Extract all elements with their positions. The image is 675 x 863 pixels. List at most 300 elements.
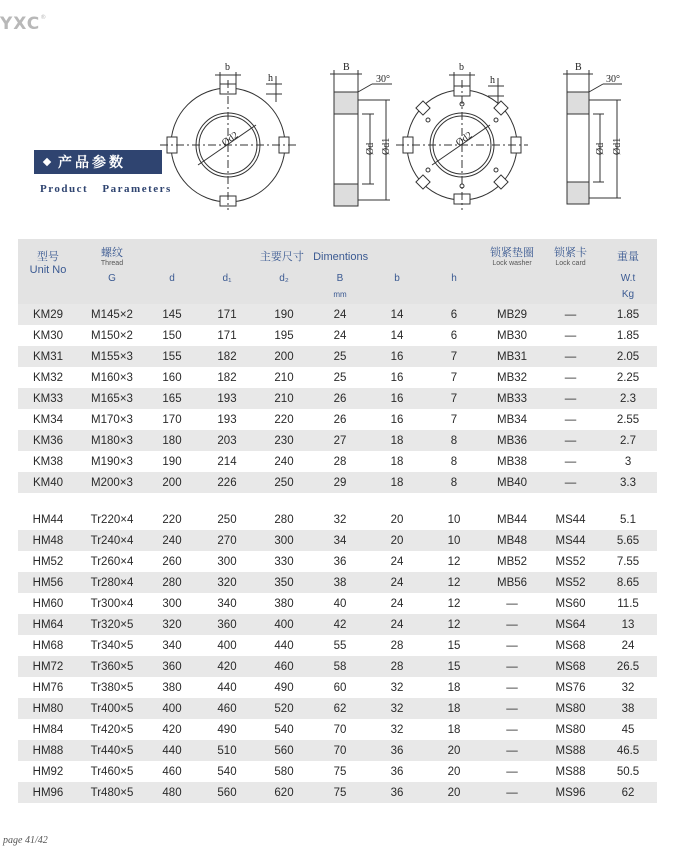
table-cell: MB34: [496, 413, 528, 426]
table-cell: —: [506, 681, 518, 694]
table-cell: —: [506, 597, 518, 610]
table-cell: 10: [447, 513, 461, 526]
table-cell: 460: [162, 765, 182, 778]
table-cell: HM64: [18, 614, 78, 635]
table-cell: 400: [256, 614, 312, 635]
table-cell: HM72: [18, 656, 78, 677]
table-cell: MS68: [555, 639, 586, 652]
table-row: [18, 635, 657, 656]
parameters-table: [18, 239, 657, 803]
table-cell: 32: [390, 723, 404, 736]
table-cell: 36: [368, 782, 426, 803]
table-cell: 12: [447, 597, 461, 610]
table-cell: Tr420×5: [90, 723, 134, 736]
table-cell: KM40: [18, 472, 78, 493]
table-cell: 40: [333, 597, 347, 610]
table-cell: HM96: [18, 782, 78, 803]
table-body: [18, 304, 657, 803]
table-cell: M155×3: [78, 346, 146, 367]
table-cell: HM92: [32, 765, 64, 778]
table-cell: 220: [162, 513, 182, 526]
table-cell: 36: [390, 765, 404, 778]
table-cell: MS88: [555, 765, 586, 778]
table-cell: 75: [333, 765, 347, 778]
table-cell: 490: [217, 723, 237, 736]
table-cell: 16: [390, 413, 404, 426]
table-cell: MB32: [496, 371, 528, 384]
table-cell: HM80: [18, 698, 78, 719]
table-cell: 210: [256, 388, 312, 409]
table-cell: 420: [162, 723, 182, 736]
table-cell: 13: [599, 614, 657, 635]
table-cell: 260: [162, 555, 182, 568]
label-d1-2: Ød1: [612, 137, 623, 155]
table-cell: —: [542, 346, 599, 367]
table-row: [18, 551, 657, 572]
table-cell: 20: [426, 740, 482, 761]
table-row: [18, 614, 657, 635]
table-cell: 226: [198, 472, 256, 493]
table-cell: M180×3: [78, 430, 146, 451]
header-thread: 螺纹 Thread: [78, 239, 146, 272]
table-cell: 24: [621, 639, 635, 652]
table-cell: 16: [368, 346, 426, 367]
table-cell: 420: [198, 656, 256, 677]
table-row: [18, 388, 657, 409]
table-cell: Tr480×5: [78, 782, 146, 803]
table-cell: 300: [217, 555, 237, 568]
table-cell: 10: [426, 530, 482, 551]
header-row-2: [18, 272, 657, 284]
table-cell: 32: [390, 681, 404, 694]
table-cell: 330: [274, 555, 294, 568]
label-b-1: b: [225, 62, 230, 73]
table-cell: 190: [162, 455, 182, 468]
table-cell: 350: [256, 572, 312, 593]
table-cell: Tr340×5: [90, 639, 134, 652]
table-cell: KM33: [18, 388, 78, 409]
table-row: [18, 409, 657, 430]
table-cell: 540: [217, 765, 237, 778]
table-cell: 24: [333, 329, 347, 342]
table-cell: 165: [146, 388, 198, 409]
table-cell: MS68: [542, 656, 599, 677]
table-cell: 193: [198, 388, 256, 409]
label-angle-2: 30°: [606, 74, 620, 85]
table-cell: 7: [426, 388, 482, 409]
table-cell: 26: [312, 388, 368, 409]
col-b: b: [368, 272, 426, 284]
table-cell: MB31: [482, 346, 542, 367]
table-cell: 540: [274, 723, 294, 736]
table-cell: 360: [198, 614, 256, 635]
table-cell: MS80: [542, 698, 599, 719]
table-cell: 480: [146, 782, 198, 803]
table-cell: 203: [198, 430, 256, 451]
table-cell: 7.55: [616, 555, 640, 568]
table-cell: 440: [146, 740, 198, 761]
table-cell: 55: [333, 639, 347, 652]
table-cell: 620: [256, 782, 312, 803]
table-cell: 520: [256, 698, 312, 719]
table-cell: 42: [312, 614, 368, 635]
table-cell: 28: [390, 639, 404, 652]
table-cell: 38: [599, 698, 657, 719]
table-cell: 3: [624, 455, 632, 468]
table-cell: HM84: [32, 723, 64, 736]
page-number: page 41/42: [3, 835, 48, 846]
table-cell: 8: [426, 472, 482, 493]
table-cell: MS52: [542, 572, 599, 593]
table-cell: 240: [146, 530, 198, 551]
table-cell: Tr400×5: [78, 698, 146, 719]
table-cell: 62: [599, 782, 657, 803]
table-cell: Tr460×5: [90, 765, 134, 778]
table-cell: 180: [146, 430, 198, 451]
table-cell: 38: [312, 572, 368, 593]
table-cell: 270: [198, 530, 256, 551]
table-cell: HM60: [32, 597, 64, 610]
table-cell: 32: [368, 698, 426, 719]
table-cell: 18: [426, 698, 482, 719]
table-row: [18, 509, 657, 530]
table-cell: 460: [256, 656, 312, 677]
table-cell: 340: [217, 597, 237, 610]
table-cell: 6: [450, 329, 458, 342]
table-cell: 36: [333, 555, 347, 568]
table-cell: Tr380×5: [90, 681, 134, 694]
table-cell: 560: [198, 782, 256, 803]
table-cell: 190: [256, 304, 312, 325]
table-cell: 240: [274, 455, 294, 468]
table-row: [18, 698, 657, 719]
table-cell: 560: [256, 740, 312, 761]
table-cell: MB36: [482, 430, 542, 451]
table-cell: 28: [333, 455, 347, 468]
table-cell: 200: [256, 346, 312, 367]
col-d2: d₂: [256, 272, 312, 284]
table-cell: 440: [217, 681, 237, 694]
table-cell: —: [482, 740, 542, 761]
table-cell: —: [506, 639, 518, 652]
table-cell: 380: [162, 681, 182, 694]
table-cell: KM38: [32, 455, 64, 468]
table-cell: 24: [390, 597, 404, 610]
table-cell: Tr440×5: [78, 740, 146, 761]
table-cell: KM31: [18, 346, 78, 367]
table-cell: MB30: [496, 329, 528, 342]
table-cell: MB38: [496, 455, 528, 468]
table-cell: 380: [274, 597, 294, 610]
table-cell: MB29: [482, 304, 542, 325]
label-h-1: h: [268, 73, 273, 84]
table-cell: 14: [390, 329, 404, 342]
table-cell: MS96: [542, 782, 599, 803]
table-cell: 6: [426, 304, 482, 325]
table-cell: 20: [368, 530, 426, 551]
table-cell: —: [482, 614, 542, 635]
table-cell: —: [506, 765, 518, 778]
table-cell: 15: [447, 639, 461, 652]
table-cell: 18: [368, 430, 426, 451]
table-cell: 36: [368, 740, 426, 761]
table-cell: 1.85: [616, 329, 640, 342]
unit-row: [18, 284, 657, 304]
table-cell: 7: [450, 413, 458, 426]
table-cell: 2.55: [616, 413, 640, 426]
table-row: [18, 782, 657, 803]
table-cell: 24: [368, 572, 426, 593]
table-cell: —: [564, 455, 577, 468]
col-d1: d₁: [198, 272, 256, 284]
table-cell: 171: [198, 304, 256, 325]
table-cell: 58: [312, 656, 368, 677]
table-cell: 250: [256, 472, 312, 493]
table-row: [18, 761, 657, 782]
table-cell: MS80: [555, 723, 586, 736]
hm-nut-section-view: [563, 70, 622, 204]
table-cell: 230: [256, 430, 312, 451]
table-cell: MS64: [542, 614, 599, 635]
brand-logo: YXC®: [0, 14, 48, 34]
table-cell: 34: [312, 530, 368, 551]
header-lock-washer: 锁紧垫圈 Lock washer: [482, 239, 542, 272]
table-cell: MB33: [482, 388, 542, 409]
table-cell: 3.3: [599, 472, 657, 493]
table-cell: 400: [217, 639, 237, 652]
table-cell: MS44: [555, 513, 586, 526]
table-cell: 2.25: [616, 371, 640, 384]
label-d-1: Ød: [365, 142, 376, 155]
header-lock-card: 锁紧卡 Lock card: [542, 239, 599, 272]
table-cell: —: [542, 430, 599, 451]
table-cell: 220: [274, 413, 294, 426]
label-d2-1: Ød2: [220, 129, 241, 149]
table-cell: 145: [146, 304, 198, 325]
table-cell: Tr260×4: [90, 555, 134, 568]
table-cell: 280: [274, 513, 294, 526]
table-cell: 29: [312, 472, 368, 493]
table-cell: HM48: [18, 530, 78, 551]
table-cell: HM68: [32, 639, 64, 652]
table-row: [18, 740, 657, 761]
table-cell: 12: [426, 614, 482, 635]
table-cell: 26.5: [599, 656, 657, 677]
table-cell: 8: [426, 430, 482, 451]
label-d1-1: Ød1: [381, 137, 392, 155]
table-cell: 2.05: [599, 346, 657, 367]
table-cell: 24: [390, 555, 404, 568]
table-cell: 75: [312, 782, 368, 803]
table-cell: —: [542, 304, 599, 325]
table-cell: 25: [312, 346, 368, 367]
table-cell: HM88: [18, 740, 78, 761]
table-cell: 214: [217, 455, 237, 468]
table-row: [18, 430, 657, 451]
table-cell: 14: [368, 304, 426, 325]
table-cell: 8: [450, 455, 458, 468]
table-cell: 2.3: [599, 388, 657, 409]
table-cell: 510: [198, 740, 256, 761]
table-row: [18, 325, 657, 346]
table-row: [18, 346, 657, 367]
table-cell: MS76: [555, 681, 586, 694]
table-cell: 12: [447, 555, 461, 568]
table-cell: 32: [621, 681, 635, 694]
unit-kg: Kg: [599, 284, 657, 304]
table-cell: M145×2: [78, 304, 146, 325]
table-cell: HM76: [32, 681, 64, 694]
table-cell: 195: [274, 329, 294, 342]
section-title: 产品参数: [34, 150, 162, 174]
table-cell: —: [564, 371, 577, 384]
table-cell: KM29: [18, 304, 78, 325]
table-cell: 400: [146, 698, 198, 719]
table-cell: 155: [146, 346, 198, 367]
table-cell: 18: [390, 455, 404, 468]
table-cell: 490: [274, 681, 294, 694]
col-weight: W.t: [599, 272, 657, 284]
table-cell: 70: [312, 740, 368, 761]
table-cell: M160×3: [91, 371, 133, 384]
table-cell: MB56: [482, 572, 542, 593]
table-cell: HM44: [32, 513, 64, 526]
table-cell: 26: [333, 413, 347, 426]
table-cell: 300: [256, 530, 312, 551]
table-cell: 182: [198, 346, 256, 367]
table-cell: HM52: [32, 555, 64, 568]
table-cell: KM36: [18, 430, 78, 451]
table-cell: 440: [274, 639, 294, 652]
table-cell: 45: [621, 723, 635, 736]
table-row: [18, 451, 657, 472]
table-cell: 160: [162, 371, 182, 384]
table-cell: 280: [146, 572, 198, 593]
header-row-1: [18, 239, 657, 272]
table-cell: 27: [312, 430, 368, 451]
table-row: [18, 656, 657, 677]
label-d-2: Ød: [595, 142, 606, 155]
table-row: [18, 472, 657, 493]
table-cell: 20: [390, 513, 404, 526]
table-cell: —: [482, 656, 542, 677]
table-cell: 16: [368, 388, 426, 409]
table-cell: 5.1: [620, 513, 637, 526]
section-subtitle: Product Parameters: [40, 183, 172, 195]
table-cell: M165×3: [78, 388, 146, 409]
label-d2-2: Ød2: [454, 129, 475, 149]
table-cell: 182: [217, 371, 237, 384]
table-cell: —: [542, 472, 599, 493]
table-cell: 18: [447, 681, 461, 694]
table-row: [18, 367, 657, 388]
table-cell: 70: [333, 723, 347, 736]
label-b-2: b: [459, 62, 464, 73]
label-B-1: B: [343, 62, 350, 73]
col-h: h: [426, 272, 482, 284]
table-row: [18, 572, 657, 593]
table-cell: 5.65: [599, 530, 657, 551]
table-row: [18, 719, 657, 740]
col-G: G: [78, 272, 146, 284]
table-row: [18, 593, 657, 614]
table-cell: Tr360×5: [78, 656, 146, 677]
table-cell: MS60: [555, 597, 586, 610]
table-cell: Tr220×4: [90, 513, 134, 526]
header-model: 型号 Unit No: [18, 239, 78, 284]
table-cell: 7: [426, 346, 482, 367]
table-cell: 193: [217, 413, 237, 426]
table-cell: MB48: [482, 530, 542, 551]
table-cell: —: [482, 782, 542, 803]
table-cell: HM56: [18, 572, 78, 593]
table-cell: 46.5: [599, 740, 657, 761]
table-cell: 32: [333, 513, 347, 526]
table-cell: 16: [390, 371, 404, 384]
table-cell: 250: [217, 513, 237, 526]
table-cell: —: [564, 329, 577, 342]
table-cell: Tr280×4: [78, 572, 146, 593]
table-cell: MS52: [555, 555, 586, 568]
table-row: [18, 677, 657, 698]
header-weight: 重量: [599, 239, 657, 272]
table-cell: 18: [368, 472, 426, 493]
table-cell: 18: [447, 723, 461, 736]
unit-mm: mm: [312, 284, 368, 304]
table-cell: 8.65: [599, 572, 657, 593]
table-cell: MS44: [542, 530, 599, 551]
table-cell: 11.5: [617, 597, 639, 610]
table-cell: MS88: [542, 740, 599, 761]
header-dimensions: 主要尺寸 Dimentions: [146, 239, 482, 272]
table-cell: Tr320×5: [78, 614, 146, 635]
table-cell: —: [482, 698, 542, 719]
table-cell: —: [506, 723, 518, 736]
table-cell: 60: [333, 681, 347, 694]
table-cell: 300: [162, 597, 182, 610]
table-cell: Tr300×4: [90, 597, 134, 610]
label-angle-1: 30°: [376, 74, 390, 85]
table-cell: 170: [162, 413, 182, 426]
table-cell: 580: [274, 765, 294, 778]
table-cell: 20: [426, 782, 482, 803]
table-cell: 24: [368, 614, 426, 635]
table-cell: M200×3: [78, 472, 146, 493]
label-B-2: B: [575, 62, 582, 73]
table-cell: M190×3: [91, 455, 133, 468]
table-cell: 210: [274, 371, 294, 384]
table-cell: MB44: [496, 513, 528, 526]
table-cell: 460: [198, 698, 256, 719]
table-cell: 320: [146, 614, 198, 635]
table-cell: M150×2: [91, 329, 133, 342]
table-cell: 360: [146, 656, 198, 677]
table-cell: 1.85: [599, 304, 657, 325]
table-cell: KM34: [32, 413, 64, 426]
table-cell: 12: [426, 572, 482, 593]
table-cell: 28: [368, 656, 426, 677]
table-row: [18, 304, 657, 325]
table-row: [18, 530, 657, 551]
table-cell: 2.7: [599, 430, 657, 451]
table-cell: 320: [198, 572, 256, 593]
table-cell: 50.5: [616, 765, 640, 778]
table-cell: —: [542, 388, 599, 409]
table-cell: —: [564, 413, 577, 426]
table-cell: Tr240×4: [78, 530, 146, 551]
table-cell: KM30: [32, 329, 64, 342]
table-cell: MB52: [496, 555, 528, 568]
